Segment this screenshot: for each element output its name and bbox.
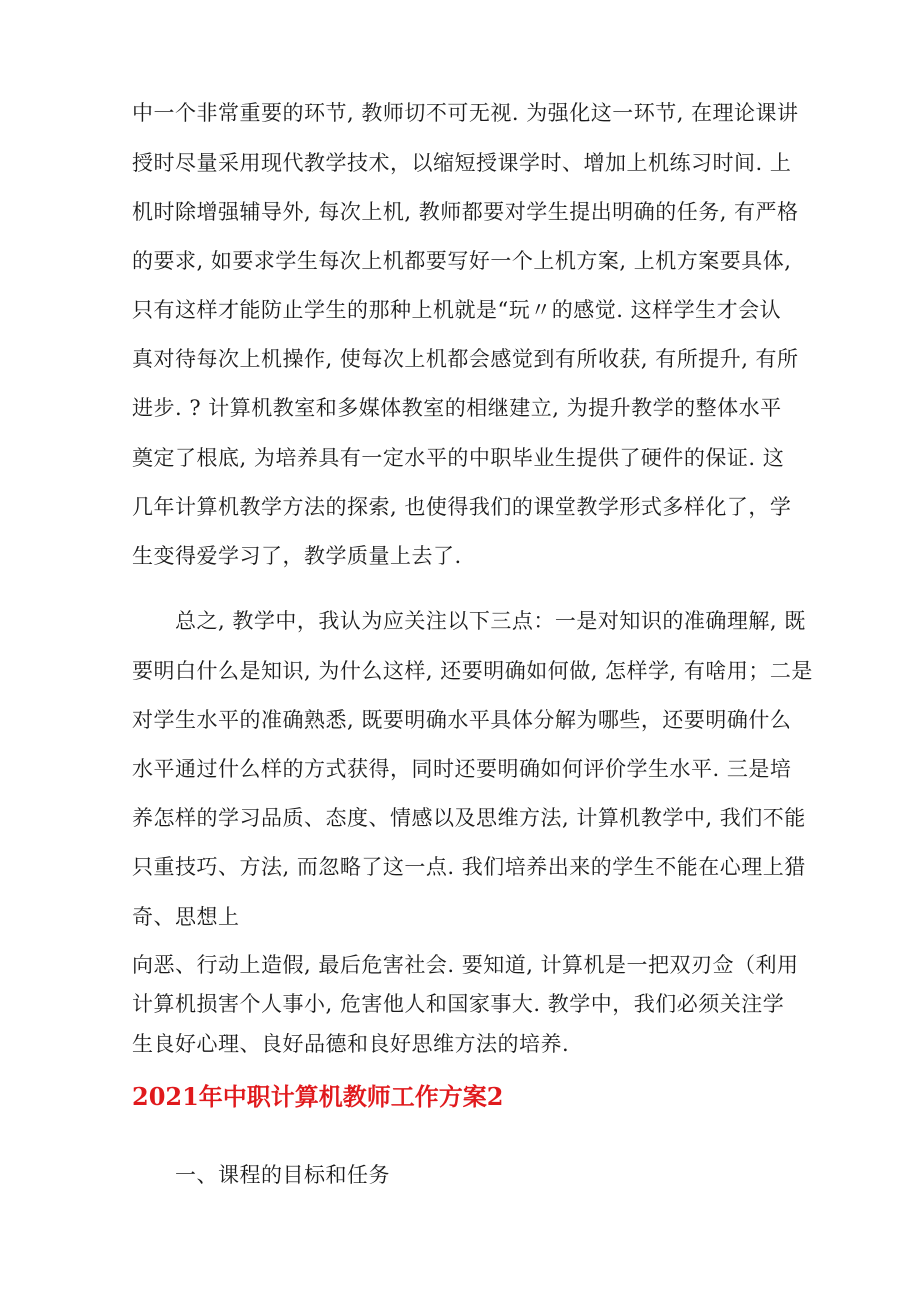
- text-line: 进步. ? 计算机教室和多媒体教室的相继建立, 为提升教学的整体水平: [132, 396, 782, 420]
- text-line: 奠定了根底, 为培养具有一定水平的中职毕业生提供了硬件的保证. 这: [132, 446, 785, 470]
- text-line: 水平通过什么样的方式获得，同时还要明确如何评价学生水平. 三是培: [132, 757, 792, 781]
- text-line: 只重技巧、方法, 而忽略了这一点. 我们培养出来的学生不能在心理上猎: [132, 855, 806, 879]
- subsection-title: 一、课程的目标和任务: [132, 1163, 390, 1187]
- text-line: 中一个非常重要的环节, 教师切不可无视. 为强化这一环节, 在理论课讲: [132, 101, 799, 125]
- text-line: 向恶、行动上造假, 最后危害社会. 要知道, 计算机是一把双刃佥（利用: [132, 953, 799, 977]
- text-line: 计算机损害个人事小, 危害他人和国家事大. 教学中，我们必须关注学: [132, 992, 785, 1016]
- text-line: 真对待每次上机操作, 使每次上机都会感觉到有所收获, 有所提升, 有所: [132, 347, 799, 371]
- text-line: 生变得爱学习了，教学质量上去了.: [132, 544, 462, 568]
- text-line: 养怎样的学习品质、态度、情感以及思维方法, 计算机教学中, 我们不能: [132, 806, 806, 830]
- text-line: 奇、思想上: [132, 905, 240, 929]
- section-heading: 2021年中职计算机教师工作方案2: [132, 1082, 504, 1111]
- text-line: 只有这样才能防止学生的那种上机就是“玩〃的感觉. 这样学生才会认: [132, 298, 782, 322]
- text-line: 要明白什么是知识, 为什么这样, 还要明确如何做, 怎样学, 有啥用；二是: [132, 659, 813, 683]
- text-line: 的要求, 如要求学生每次上机都要写好一个上机方案, 上机方案要具体,: [132, 249, 792, 273]
- text-line: 授时尽量采用现代教学技术，以缩短授课学时、增加上机练习时间. 上: [132, 151, 792, 175]
- text-line: 生良好心理、良好品德和良好思维方法的培养.: [132, 1032, 570, 1056]
- text-line: 几年计算机教学方法的探索, 也使得我们的课堂教学形式多样化了，学: [132, 495, 792, 519]
- text-line: 机时除增强辅导外, 每次上机, 教师都要对学生提出明确的任务, 有严格: [132, 200, 799, 224]
- text-line: 总之, 教学中，我认为应关注以下三点：一是对知识的准确理解, 既: [132, 609, 806, 633]
- text-line: 对学生水平的准确熟悉, 既要明确水平具体分解为哪些，还要明确什么: [132, 708, 792, 732]
